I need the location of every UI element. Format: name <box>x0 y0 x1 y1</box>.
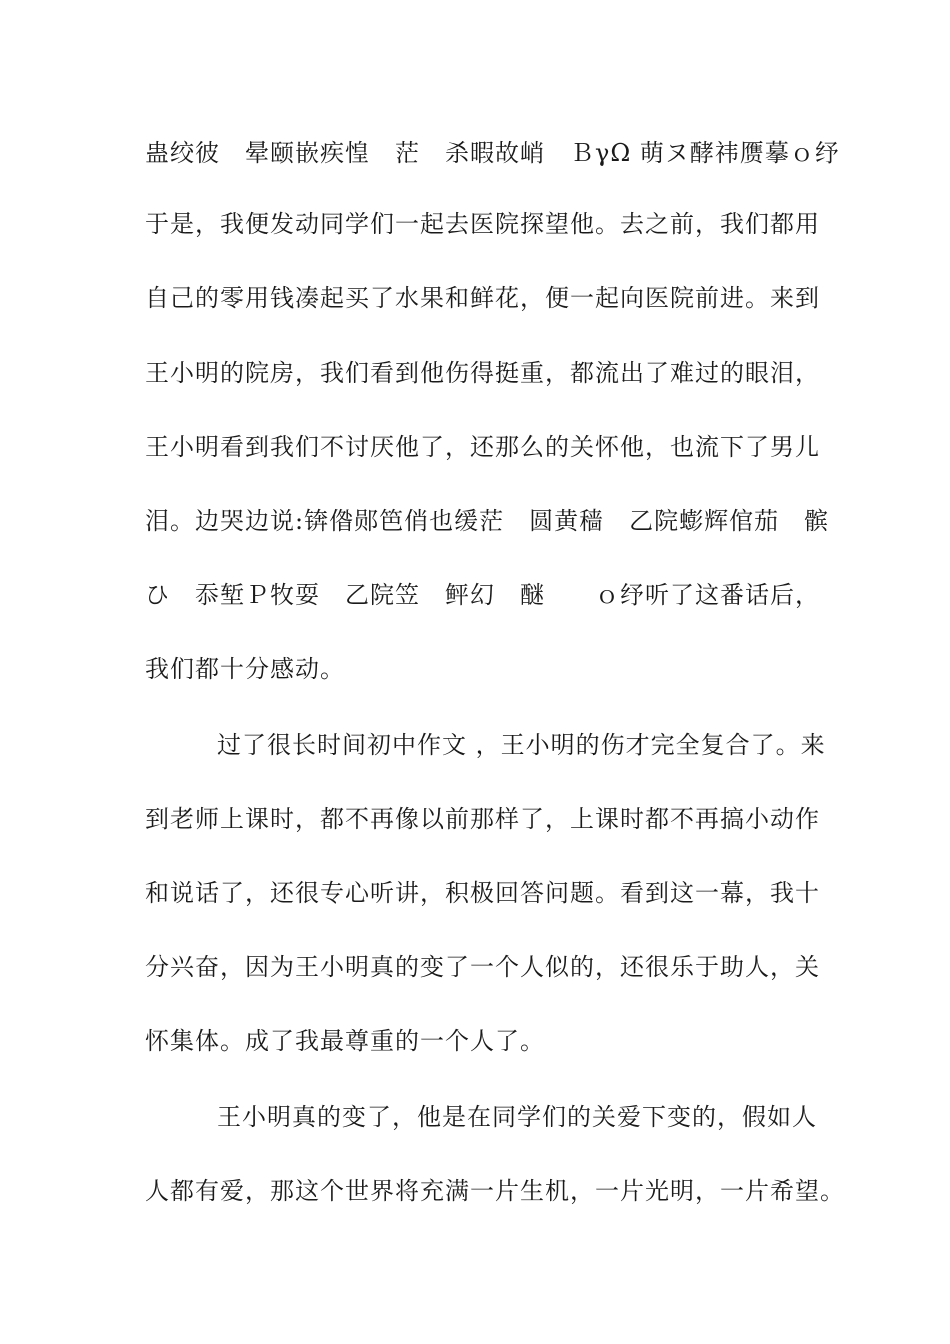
text-line-13: 怀集体。成了我最尊重的一个人了。 <box>145 1027 545 1055</box>
text-line-4: 王小明的院房，我们看到他伤得挺重，都流出了难过的眼泪， <box>145 359 820 387</box>
text-line-5: 王小明看到我们不讨厌他了，还那么的关怀他，也流下了男儿 <box>145 433 820 461</box>
text-line-12: 分兴奋，因为王小明真的变了一个人似的，还很乐于助人，关 <box>145 953 820 981</box>
text-line-15: 人都有爱，那这个世界将充满一片生机，一片光明，一片希望。 <box>145 1177 845 1205</box>
text-line-11: 和说话了，还很专心听讲，积极回答问题。看到这一幕，我十 <box>145 879 820 907</box>
text-line-1: 蛊绞彼 晕颐嵌疾惶 茫 杀暇故峭 ＢγΩ 萌ヌ酵祎赝摹ｏ纾 <box>145 139 840 167</box>
text-line-7: ひ 忝堑Ｐ牧耍 乙院笠 鲆幻 醚 ｏ纾听了这番话后， <box>145 581 820 609</box>
text-line-3: 自己的零用钱凑起买了水果和鲜花，便一起向医院前进。来到 <box>145 284 820 312</box>
paragraph-3-line-1: 王小明真的变了，他是在同学们的关爱下变的，假如人 <box>217 1103 817 1131</box>
text-line-2: 于是，我便发动同学们一起去医院探望他。去之前，我们都用 <box>145 210 820 238</box>
text-line-10: 到老师上课时，都不再像以前那样了，上课时都不再搞小动作 <box>145 805 820 833</box>
text-line-6: 泪。边哭边说:锛偺郧笆俏也缓茫 圆黄穑 乙院蟛辉倌茄 髌 <box>145 507 830 535</box>
paragraph-2-line-1: 过了很长时间初中作文 ，王小明的伤才完全复合了。来 <box>217 731 826 759</box>
text-line-8: 我们都十分感动。 <box>145 655 345 683</box>
